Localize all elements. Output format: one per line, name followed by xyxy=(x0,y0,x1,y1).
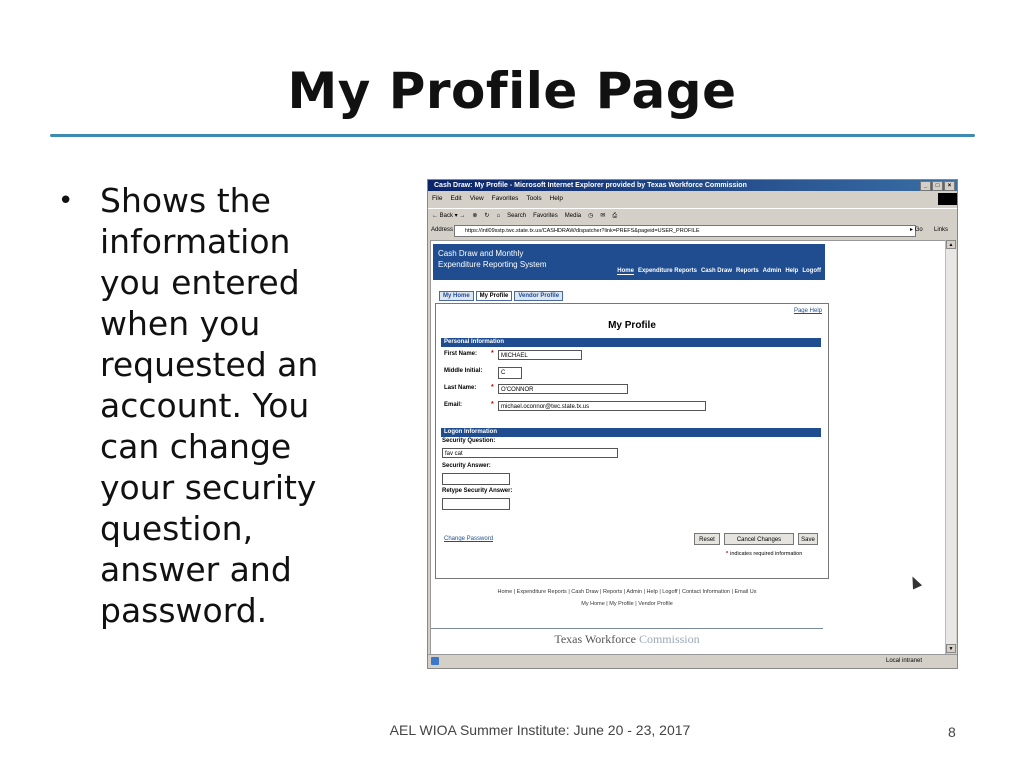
tab-my-profile[interactable]: My Profile xyxy=(476,291,513,301)
email-field[interactable]: michael.oconnor@twc.state.tx.us xyxy=(498,401,706,411)
security-zone: Local intranet xyxy=(886,658,923,664)
back-label: Back xyxy=(439,213,454,219)
nav-reports[interactable]: Reports xyxy=(735,268,759,274)
minimize-icon[interactable]: _ xyxy=(920,181,931,191)
nav-help[interactable]: Help xyxy=(785,268,799,274)
bullet-dot: • xyxy=(58,186,74,216)
middle-initial-label: Middle Initial: xyxy=(444,368,483,374)
mail-icon[interactable]: ✉ xyxy=(600,213,606,219)
tab-my-home[interactable]: My Home xyxy=(439,291,474,301)
nav-home[interactable]: Home xyxy=(617,268,634,274)
go-label: Go xyxy=(914,227,923,233)
close-icon[interactable]: × xyxy=(944,181,955,191)
nav-logoff[interactable]: Logoff xyxy=(802,268,821,274)
mouse-cursor-icon xyxy=(908,574,922,589)
browser-screenshot xyxy=(427,179,958,669)
page-status-icon xyxy=(431,657,439,665)
address-bar xyxy=(428,224,957,237)
change-password-link[interactable]: Change Password xyxy=(444,536,494,542)
profile-panel xyxy=(435,303,829,579)
browser-logo-icon xyxy=(938,193,958,205)
vertical-scrollbar[interactable] xyxy=(945,240,956,653)
last-name-required: * xyxy=(491,384,494,391)
page-number: 8 xyxy=(948,724,956,740)
menu-favorites[interactable]: Favorites xyxy=(491,195,519,202)
stop-icon[interactable]: ⊗ xyxy=(472,213,478,219)
address-input[interactable]: https://intl09sstp.twc.state.tx.us/CASHDRAW/dispatcher?link=PREFS&pageid=USER_PROFILE xyxy=(454,225,916,237)
title-rule xyxy=(50,134,975,137)
last-name-label: Last Name: xyxy=(444,385,477,391)
menu-file[interactable]: File xyxy=(432,195,443,202)
menubar xyxy=(428,192,958,206)
maximize-icon[interactable]: □ xyxy=(932,181,943,191)
retype-answer-label: Retype Security Answer: xyxy=(442,488,513,494)
tab-vendor-profile[interactable]: Vendor Profile xyxy=(514,291,563,301)
email-label: Email: xyxy=(444,402,463,408)
nav-cash-draw[interactable]: Cash Draw xyxy=(700,268,732,274)
search-button[interactable]: Search xyxy=(507,213,527,219)
twc-logo-a: Texas Workforce xyxy=(554,632,639,646)
first-name-field[interactable]: MICHAEL xyxy=(498,350,582,360)
browser-toolbar xyxy=(428,208,958,223)
twc-logo-b: Commission xyxy=(638,632,700,646)
personal-info-section: Personal Information xyxy=(441,338,821,347)
first-name-label: First Name: xyxy=(444,351,478,357)
security-question-field[interactable]: fav cat xyxy=(442,448,618,458)
media-button[interactable]: Media xyxy=(564,213,582,219)
app-title: Cash Draw and Monthly Expenditure Reporting System xyxy=(438,249,547,269)
menu-tools[interactable]: Tools xyxy=(526,195,542,202)
back-button[interactable]: ← Back ▾ → xyxy=(432,213,466,219)
logon-info-section: Logon Information xyxy=(441,428,821,437)
nav-expenditure-reports[interactable]: Expenditure Reports xyxy=(637,268,697,274)
menu-help[interactable]: Help xyxy=(549,195,563,202)
slide-title: My Profile Page xyxy=(287,62,737,120)
window-title: Cash Draw: My Profile - Microsoft Internet Explorer provided by Texas Workforce Commission xyxy=(434,182,747,189)
links-button[interactable]: Links xyxy=(934,227,949,233)
app-nav xyxy=(617,268,821,275)
footer-links-secondary[interactable]: My Home | My Profile | Vendor Profile xyxy=(581,601,673,607)
cancel-changes-button[interactable]: Cancel Changes xyxy=(724,533,794,545)
print-icon[interactable]: ⎙ xyxy=(612,213,618,219)
security-answer-label-text: Security Answer: xyxy=(442,463,491,469)
bullet-text: Shows the information you entered when you requested an account. You can change your security question, answer and password. xyxy=(100,181,319,630)
app-header xyxy=(433,244,825,280)
page-title: My Profile xyxy=(608,320,656,331)
window-controls xyxy=(920,181,955,191)
menu-view[interactable]: View xyxy=(469,195,484,202)
status-bar xyxy=(428,654,957,668)
last-name-field[interactable]: O'CONNOR xyxy=(498,384,628,394)
first-name-required: * xyxy=(491,350,494,357)
footer-links-primary[interactable]: Home | Expenditure Reports | Cash Draw | Reports | Admin | Help | Logoff | Contact Information | Email Us xyxy=(497,589,757,595)
required-note-star: * xyxy=(726,551,729,557)
email-required: * xyxy=(491,401,494,408)
required-note xyxy=(726,551,802,557)
scroll-up-icon[interactable]: ▲ xyxy=(946,240,956,249)
address-label: Address xyxy=(431,227,454,233)
nav-admin[interactable]: Admin xyxy=(762,268,782,274)
profile-tabs xyxy=(439,291,563,301)
slide-footer: AEL WIOA Summer Institute: June 20 - 23, 2017 xyxy=(389,722,691,738)
required-note-text: indicates required information xyxy=(730,551,803,557)
security-answer-field[interactable] xyxy=(442,473,510,485)
history-icon[interactable]: ◷ xyxy=(588,213,594,219)
security-question-label: Security Question: xyxy=(442,438,496,444)
scroll-down-icon[interactable]: ▼ xyxy=(946,644,956,653)
page-help-link[interactable]: Page Help xyxy=(793,308,822,314)
retype-answer-field[interactable] xyxy=(442,498,510,510)
page-viewport xyxy=(430,240,946,655)
reset-button[interactable]: Reset xyxy=(694,533,720,545)
menu-edit[interactable]: Edit xyxy=(450,195,462,202)
browser-titlebar xyxy=(428,180,957,191)
go-button[interactable]: ▸ Go xyxy=(910,227,923,233)
home-icon[interactable]: ⌂ xyxy=(496,213,501,219)
twc-logo xyxy=(431,632,823,647)
refresh-icon[interactable]: ↻ xyxy=(484,213,490,219)
middle-initial-field[interactable]: C xyxy=(498,367,522,379)
save-button[interactable]: Save xyxy=(798,533,818,545)
favorites-button[interactable]: Favorites xyxy=(533,213,558,219)
footer-rule xyxy=(431,628,823,629)
